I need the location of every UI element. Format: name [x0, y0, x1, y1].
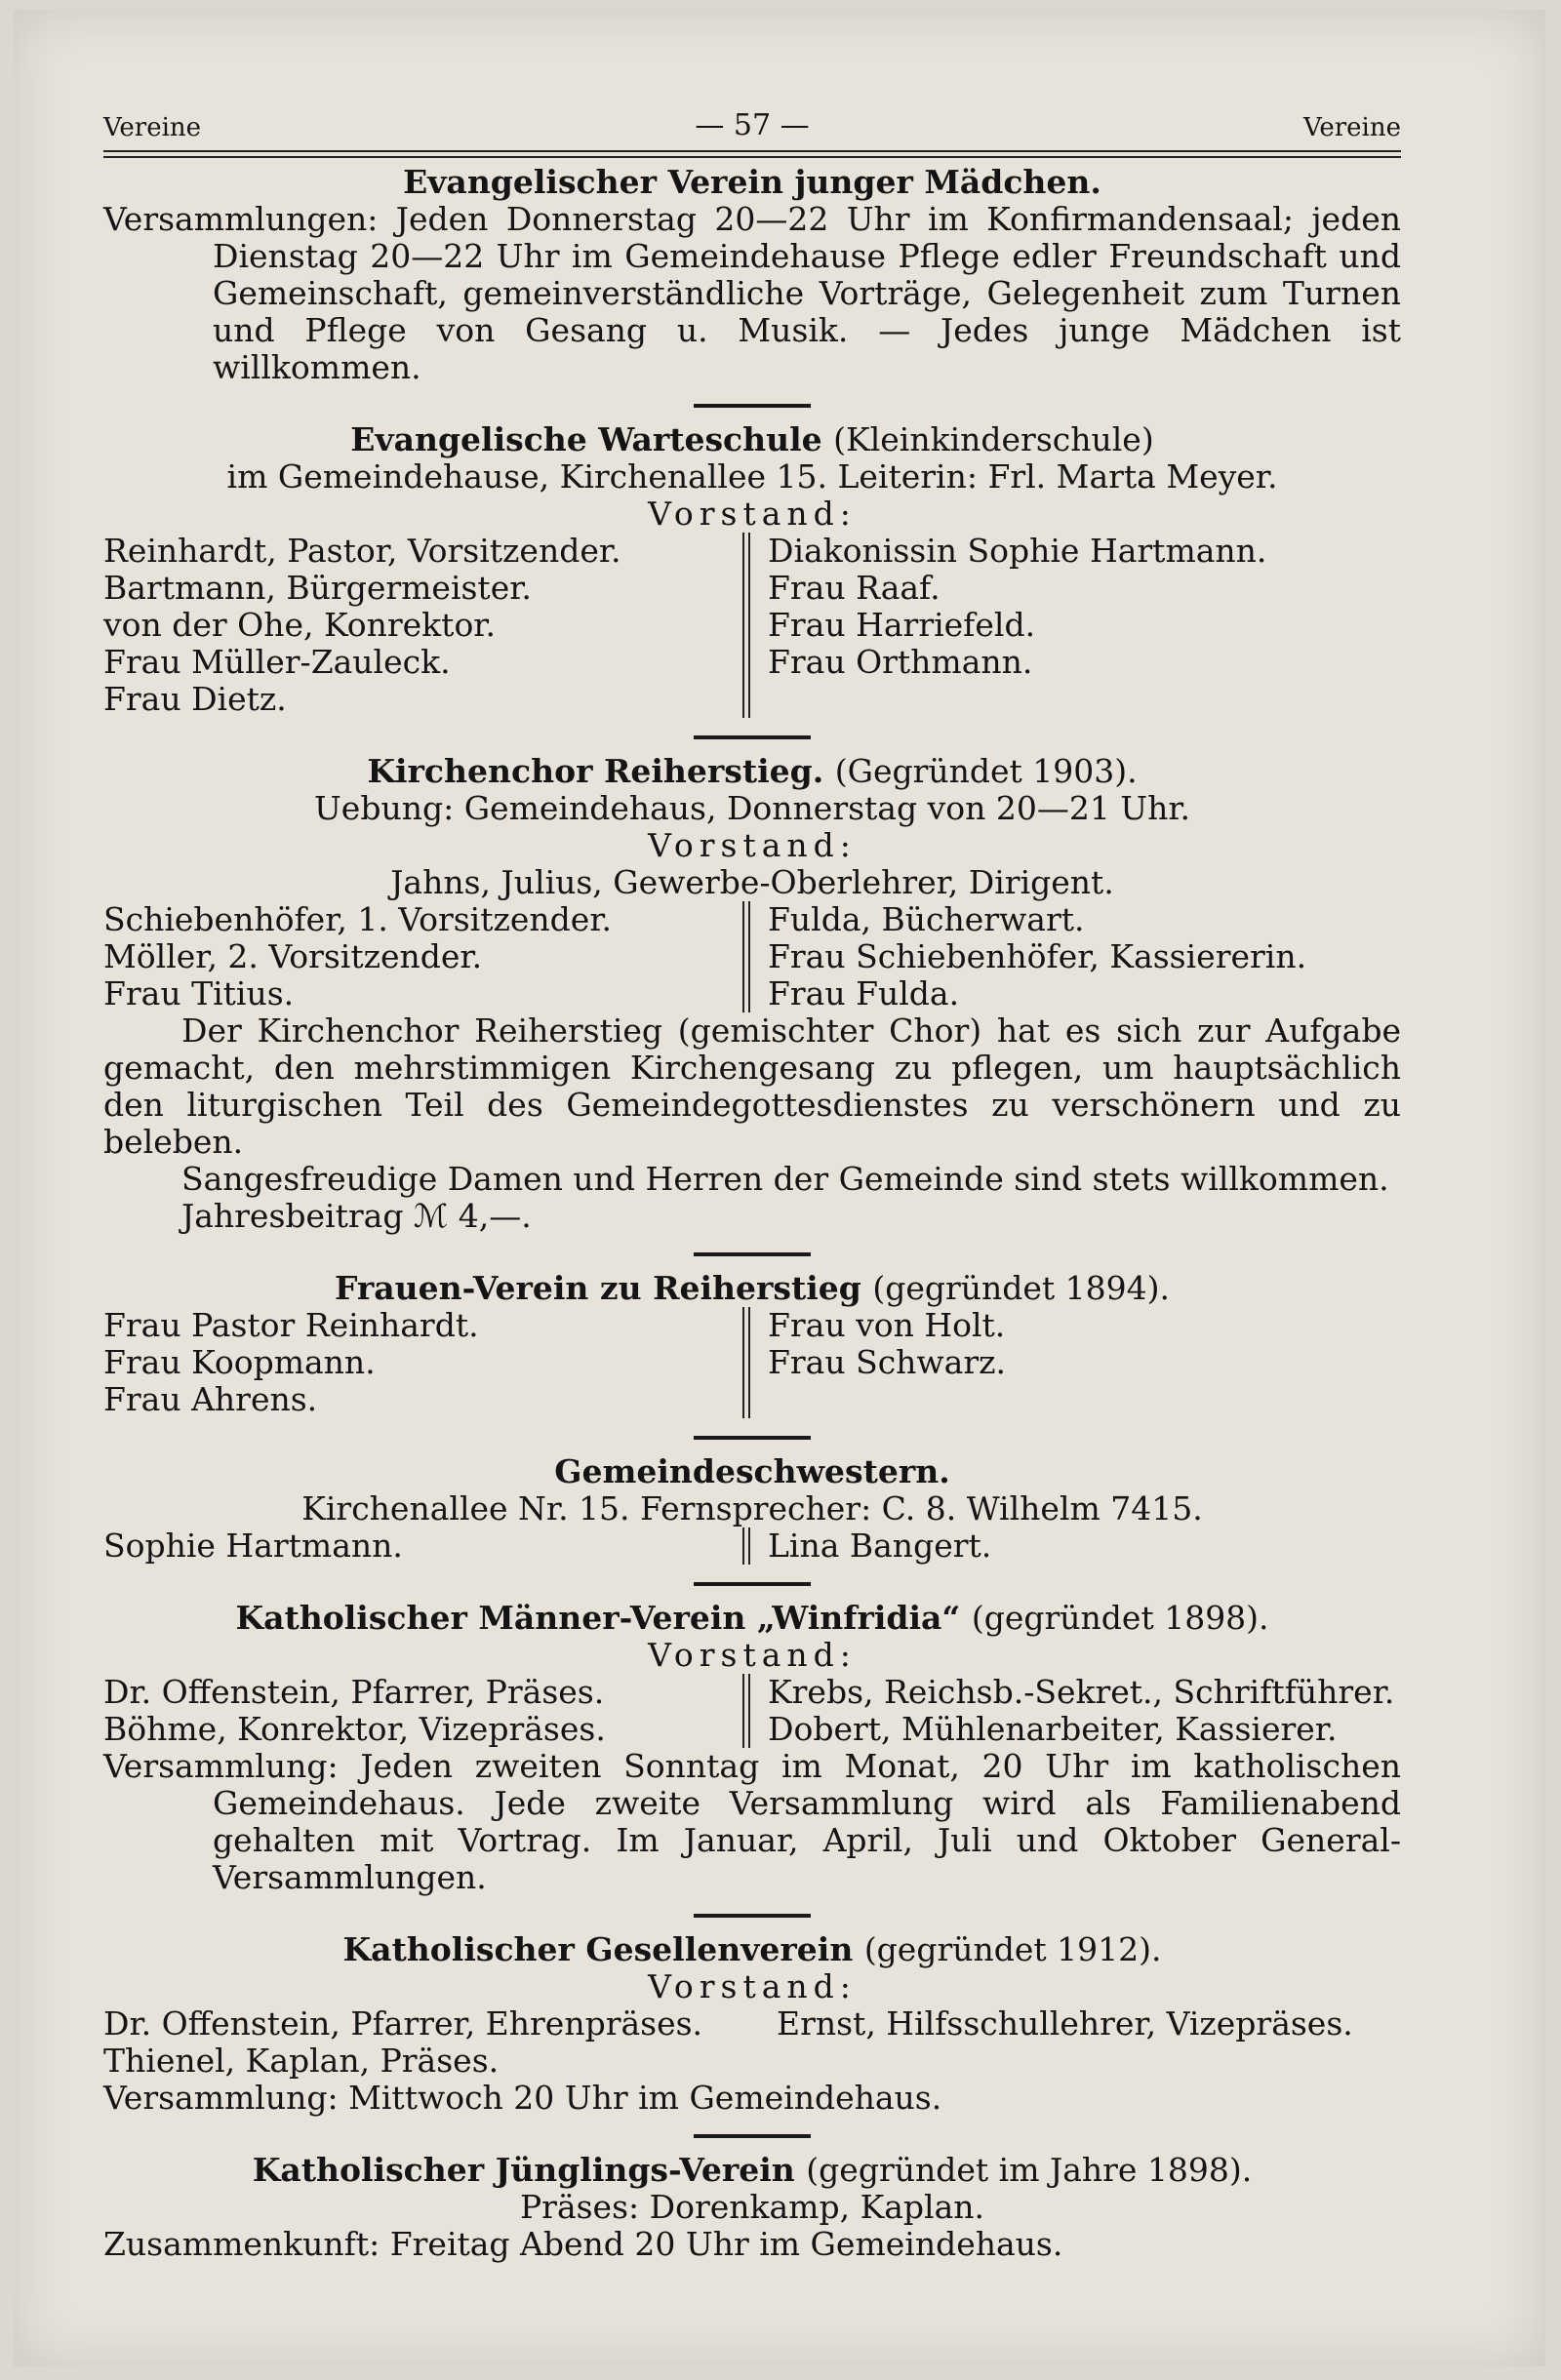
- section-text: Versammlung: Jeden zweiten Sonntag im Monat, 20 Uhr im katholischen Gemeindehaus. Jede zweite Versammlung wird als Familienabend gehalten mit Vortrag. Im Januar, April, Juli und Oktober General-Versammlungen.: [103, 1747, 1401, 1896]
- members-right: [768, 1527, 1401, 1565]
- members-left: [103, 1674, 742, 1748]
- title-note: (Kleinkinderschule): [833, 420, 1154, 458]
- member: Frau Schwarz.: [768, 1343, 1007, 1381]
- member: Schiebenhöfer, 1. Vorsitzender.: [103, 900, 612, 938]
- members-columns: [103, 1674, 1401, 1748]
- section-title: [103, 753, 1401, 790]
- section-title: [103, 1600, 1401, 1637]
- page-number: — 57 —: [695, 108, 810, 142]
- section-text: Versammlungen: Jeden Donnerstag 20—22 Uhr im Konfirmandensaal; jeden Dienstag 20—22 Uhr im Gemeindehause Pflege edler Freundschaft und Gemeinschaft, gemeinverständliche Vorträge, Gelegenheit zum Turnen und Pflege von Gesang u. Musik. — Jedes junge Mädchen ist willkommen.: [103, 200, 1401, 386]
- separator: [694, 1252, 811, 1256]
- section-subline: im Gemeindehause, Kirchenallee 15. Leiterin: Frl. Marta Meyer.: [226, 457, 1278, 496]
- section-title: [103, 421, 1401, 458]
- members-left: [103, 1527, 742, 1565]
- members-columns: [103, 901, 1401, 1012]
- title-text: Frauen-Verein zu Reiherstieg: [334, 1269, 861, 1307]
- section-title: Gemeindeschwestern.: [554, 1452, 950, 1490]
- member: von der Ohe, Konrektor.: [103, 606, 496, 644]
- members-right: [768, 1674, 1401, 1748]
- section-paragraph: Der Kirchenchor Reiherstieg (gemischter Chor) hat es sich zur Aufgabe gemacht, den mehrstimmigen Kirchengesang zu pflegen, um hauptsächlich den liturgischen Teil des Gemeindegottesdienstes zu verschönern und zu beleben.: [103, 1012, 1401, 1161]
- meeting-line: Zusammenkunft: Freitag Abend 20 Uhr im Gemeindehaus.: [103, 2225, 1063, 2263]
- member: Dobert, Mühlenarbeiter, Kassierer.: [768, 1710, 1338, 1748]
- members-left: [103, 2005, 777, 2043]
- header-right: Vereine: [1302, 113, 1401, 142]
- meeting-line: Versammlung: Mittwoch 20 Uhr im Gemeindehaus.: [103, 2079, 942, 2117]
- column-divider: [742, 1674, 750, 1748]
- member: Fulda, Bücherwart.: [768, 900, 1085, 938]
- vorstand-heading: Vorstand:: [648, 495, 857, 533]
- section-subline: Kirchenallee Nr. 15. Fernsprecher: C. 8. Wilhelm 7415.: [301, 1489, 1203, 1527]
- section-maedchen-verein: [103, 164, 1401, 386]
- member: Sophie Hartmann.: [103, 1527, 403, 1565]
- section-title: [103, 1270, 1401, 1307]
- section-subline: Uebung: Gemeindehaus, Donnerstag von 20—21 Uhr.: [313, 789, 1191, 827]
- title-text: Evangelische Warteschule: [350, 420, 822, 458]
- separator: [694, 735, 811, 739]
- title-note: (gegründet 1898).: [971, 1599, 1269, 1637]
- section-gesellenverein: [103, 1931, 1401, 2117]
- section-paragraph: Sangesfreudige Damen und Herren der Gemeinde sind stets willkommen.: [181, 1160, 1389, 1198]
- header-rule: [103, 150, 1401, 158]
- member: Krebs, Reichsb.-Sekret., Schriftführer.: [768, 1673, 1395, 1711]
- member: Böhme, Konrektor, Vizepräses.: [103, 1710, 606, 1748]
- column-divider: [742, 533, 750, 718]
- section-gemeindeschwestern: [103, 1453, 1401, 1565]
- separator: [694, 1436, 811, 1440]
- member: Frau von Holt.: [768, 1306, 1006, 1344]
- separator: [694, 1914, 811, 1918]
- section-juenglings-verein: [103, 2152, 1401, 2263]
- member: Frau Titius.: [103, 974, 295, 1012]
- title-text: Katholischer Männer-Verein „Winfridia“: [235, 1599, 961, 1637]
- title-note: (gegründet im Jahre 1898).: [806, 2151, 1253, 2189]
- section-warteschule: [103, 421, 1401, 718]
- separator: [694, 2134, 811, 2138]
- separator: [694, 1582, 811, 1586]
- praeses-line: Präses: Dorenkamp, Kaplan.: [519, 2188, 985, 2226]
- column-divider: [742, 901, 750, 1012]
- section-winfridia: [103, 1600, 1401, 1896]
- members-columns: [103, 1307, 1401, 1418]
- member: Diakonissin Sophie Hartmann.: [768, 532, 1267, 570]
- member: Möller, 2. Vorsitzender.: [103, 937, 483, 975]
- page-content: [103, 103, 1401, 2263]
- member: Bartmann, Bürgermeister.: [103, 569, 532, 607]
- members-left: [103, 1307, 742, 1418]
- section-title: [103, 1931, 1401, 1968]
- vorstand-heading: Vorstand:: [648, 1636, 857, 1674]
- separator: [694, 404, 811, 408]
- dirigent-line: Jahns, Julius, Gewerbe-Oberlehrer, Dirigent.: [390, 863, 1114, 901]
- vorstand-heading: Vorstand:: [648, 1967, 857, 2005]
- member: Frau Harriefeld.: [768, 606, 1036, 644]
- page: [14, 10, 1545, 2366]
- column-divider: [742, 1307, 750, 1418]
- member: Lina Bangert.: [768, 1527, 992, 1565]
- member: Frau Dietz.: [103, 680, 287, 718]
- members-right: [768, 1307, 1401, 1418]
- section-title: [103, 2152, 1401, 2189]
- members-right: [777, 2005, 1401, 2043]
- section-title: Evangelischer Verein junger Mädchen.: [403, 163, 1101, 201]
- running-header: [103, 103, 1401, 142]
- title-note: (Gegründet 1903).: [834, 752, 1138, 790]
- member: Reinhardt, Pastor, Vorsitzender.: [103, 532, 621, 570]
- member: Ernst, Hilfsschullehrer, Vizepräses.: [777, 2004, 1353, 2043]
- title-note: (gegründet 1912).: [863, 1930, 1162, 1968]
- members-columns: [103, 533, 1401, 718]
- member: Dr. Offenstein, Pfarrer, Ehrenpräses.: [103, 2004, 703, 2043]
- member: Frau Koopmann.: [103, 1343, 376, 1381]
- section-kirchenchor: [103, 753, 1401, 1235]
- members-columns: [103, 2005, 1401, 2043]
- title-text: Katholischer Jünglings-Verein: [252, 2151, 795, 2189]
- members-columns: [103, 1527, 1401, 1565]
- header-left: Vereine: [103, 113, 202, 142]
- members-right: [768, 901, 1401, 1012]
- section-frauen-verein: [103, 1270, 1401, 1418]
- member: Frau Müller-Zauleck.: [103, 643, 451, 681]
- member: Frau Ahrens.: [103, 1380, 318, 1418]
- vorstand-heading: Vorstand:: [648, 826, 857, 864]
- member: Frau Schiebenhöfer, Kassiererin.: [768, 937, 1307, 975]
- members-left: [103, 533, 742, 718]
- member: Dr. Offenstein, Pfarrer, Präses.: [103, 1673, 605, 1711]
- member: Frau Pastor Reinhardt.: [103, 1306, 479, 1344]
- title-note: (gegründet 1894).: [872, 1269, 1171, 1307]
- title-text: Kirchenchor Reiherstieg.: [367, 752, 824, 790]
- column-divider: [742, 1527, 750, 1565]
- member: Thienel, Kaplan, Präses.: [103, 2042, 500, 2080]
- members-right: [768, 533, 1401, 718]
- title-text: Katholischer Gesellenverein: [342, 1930, 854, 1968]
- members-left: [103, 901, 742, 1012]
- member: Frau Raaf.: [768, 569, 941, 607]
- member: Frau Fulda.: [768, 974, 960, 1012]
- member: Frau Orthmann.: [768, 643, 1033, 681]
- section-paragraph: Jahresbeitrag ℳ 4,—.: [181, 1197, 532, 1235]
